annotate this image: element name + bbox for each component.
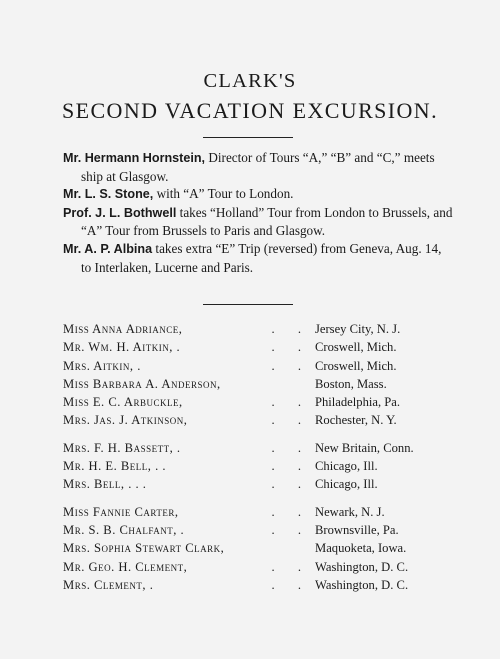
leader-dots: . . <box>271 459 311 474</box>
note-name: Mr. Hermann Hornstein, <box>63 151 206 165</box>
leader-dots: . . <box>271 322 311 336</box>
passenger-place: Boston, Mass. <box>315 376 387 391</box>
note-name: Mr. A. P. Albina <box>63 241 153 256</box>
roster-group-c <box>63 503 463 594</box>
passenger-place: Washington, D. C. <box>315 559 409 574</box>
roster-row <box>63 439 463 457</box>
passenger-place: Brownsville, Pa. <box>315 522 399 537</box>
passenger-name: Mrs. Bell, . . . <box>63 477 147 492</box>
leader-dots: . . <box>271 504 311 519</box>
leader-dots: . . <box>271 477 311 492</box>
passenger-place: Croswell, Mich. <box>315 358 397 373</box>
note-paragraph <box>63 240 453 276</box>
note-text: takes extra “E” Trip (reversed) from Geneva, Aug. 14, to Interlaken, Lucerne and Paris. <box>81 240 442 275</box>
passenger-place: Jersey City, N. J. <box>315 322 401 336</box>
roster-row <box>63 375 463 393</box>
note-paragraph <box>63 149 453 185</box>
roster-group-a <box>63 320 463 430</box>
passenger-name: Mrs. Jas. J. Atkinson, <box>63 413 188 428</box>
passenger-name: Mr. Geo. H. Clement, <box>63 559 188 574</box>
note-text: with “A” Tour to London. <box>153 186 294 202</box>
leader-dots: . . <box>271 413 311 428</box>
roster-row <box>63 576 463 594</box>
leader-dots: . . <box>271 395 311 410</box>
title-line-2: SECOND VACATION EXCURSION. <box>61 98 438 123</box>
roster-row <box>63 558 463 576</box>
leader-dots: . . <box>271 522 311 537</box>
note-paragraph <box>63 204 453 240</box>
note-paragraph <box>63 185 453 204</box>
leader-dots: . . <box>271 358 311 373</box>
title-line-1: CLARK'S <box>203 70 297 92</box>
passenger-name: Mrs. Clement, . <box>63 577 154 592</box>
passenger-name: Miss E. C. Arbuckle, <box>63 395 183 410</box>
passenger-place: Chicago, Ill. <box>315 477 378 492</box>
roster-row <box>63 521 463 539</box>
passenger-roster <box>63 320 463 603</box>
passenger-name: Mr. Wm. H. Aitkin, . <box>63 340 181 355</box>
note-text: Director of Tours “A,” “B” and “C,” meets ship at Glasgow. <box>81 150 435 184</box>
passenger-place: Philadelphia, Pa. <box>315 395 400 410</box>
roster-row <box>63 357 463 375</box>
passenger-place: Rochester, N. Y. <box>315 413 397 428</box>
passenger-name: Mrs. F. H. Bassett, . <box>63 440 181 455</box>
note-text: takes “Holland” Tour from London to Brussels, and “A” Tour from Brussels to Paris and Glasgow. <box>81 204 453 239</box>
middle-divider <box>203 304 293 305</box>
roster-row <box>63 539 463 557</box>
staff-notes <box>63 149 453 276</box>
passenger-name: Mrs. Sophia Stewart Clark, <box>63 541 225 556</box>
roster-row <box>63 475 463 493</box>
leader-dots: . . <box>271 559 311 574</box>
roster-group-b <box>63 439 463 494</box>
roster-row <box>63 320 463 338</box>
passenger-place: New Britain, Conn. <box>315 440 414 455</box>
note-name: Mr. L. S. Stone, <box>63 187 154 202</box>
roster-row <box>63 411 463 429</box>
passenger-name: Miss Fannie Carter, <box>63 504 179 519</box>
passenger-place: Croswell, Mich. <box>315 340 397 355</box>
passenger-place: Newark, N. J. <box>315 504 385 519</box>
top-divider <box>203 137 293 138</box>
passenger-place: Maquoketa, Iowa. <box>315 541 407 556</box>
passenger-place: Chicago, Ill. <box>315 459 378 474</box>
passenger-place: Washington, D. C. <box>315 577 409 592</box>
roster-row <box>63 393 463 411</box>
leader-dots: . . <box>271 440 311 455</box>
passenger-name: Mr. H. E. Bell, . . <box>63 459 167 474</box>
passenger-name: Miss Anna Adriance, <box>63 322 183 336</box>
roster-row <box>63 338 463 356</box>
leader-dots: . . <box>271 340 311 355</box>
note-name: Prof. J. L. Bothwell <box>63 205 177 220</box>
passenger-name: Mrs. Aitkin, . <box>63 358 141 373</box>
leader-dots: . . <box>271 577 311 592</box>
roster-row <box>63 503 463 521</box>
passenger-name: Mr. S. B. Chalfant, . <box>63 522 185 537</box>
passenger-name: Miss Barbara A. Anderson, <box>63 376 221 391</box>
roster-row <box>63 457 463 475</box>
